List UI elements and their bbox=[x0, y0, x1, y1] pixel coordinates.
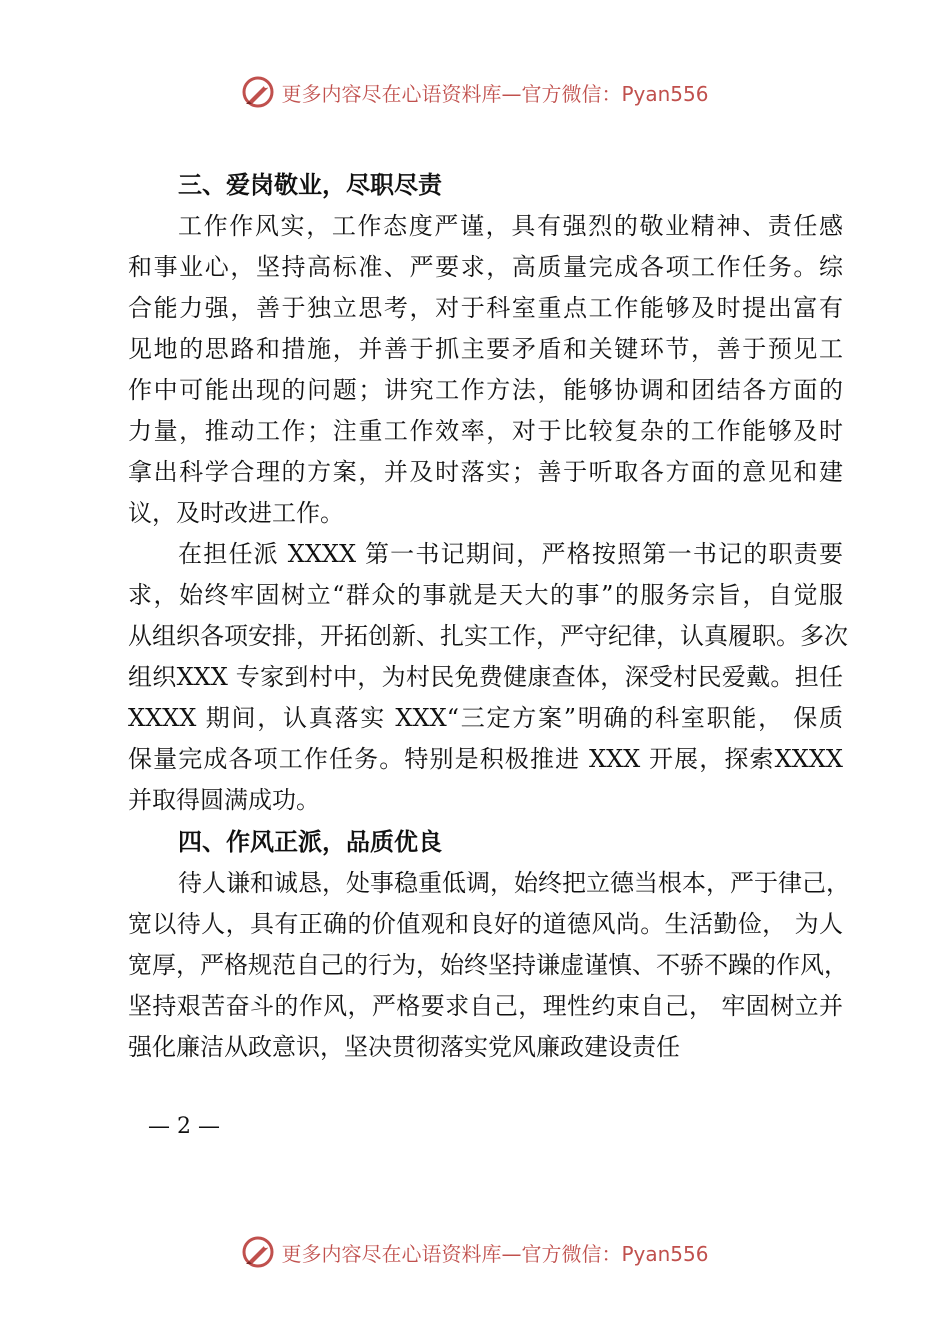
pen-seal-icon bbox=[241, 75, 275, 109]
text-line: 强化廉洁从政意识，坚决贯彻落实党风廉政建设责任 bbox=[128, 1033, 680, 1061]
document-body bbox=[128, 164, 850, 1068]
watermark-banner-top bbox=[0, 72, 950, 112]
text-line: 组织XXX 专家到村中，为村民免费健康查体，深受村民爱戴。担任 bbox=[128, 663, 843, 691]
text-line: XXXX 期间，认真落实 XXX“三定方案”明确的科室职能， 保质 bbox=[128, 704, 843, 732]
text-line: 宽以待人，具有正确的价值观和良好的道德风尚。生活勤俭， 为人 bbox=[128, 910, 843, 938]
text-line: 和事业心，坚持高标准、严要求，高质量完成各项工作任务。综 bbox=[128, 253, 843, 281]
page-number: — 2 — bbox=[148, 1114, 220, 1139]
watermark-text: 更多内容尽在心语资料库—官方微信：Pyan556 bbox=[281, 81, 709, 106]
text-line: 保量完成各项工作任务。特别是积极推进 XXX 开展，探索XXXX bbox=[128, 745, 843, 773]
paragraph bbox=[128, 206, 843, 534]
text-line: 在担任派 XXXX 第一书记期间，严格按照第一书记的职责要 bbox=[178, 540, 843, 568]
text-line: 从组织各项安排，开拓创新、扎实工作，严守纪律，认真履职。多次 bbox=[128, 622, 848, 650]
text-line: 待人谦和诚恳，处事稳重低调，始终把立德当根本，严于律己， bbox=[178, 869, 850, 897]
text-line: 坚持艰苦奋斗的作风，严格要求自己，理性约束自己， 牢固树立并 bbox=[128, 992, 843, 1020]
watermark-banner-bottom bbox=[0, 1232, 950, 1272]
text-line: 议，及时改进工作。 bbox=[128, 499, 344, 527]
text-line: 力量，推动工作；注重工作效率，对于比较复杂的工作能够及时 bbox=[128, 417, 843, 445]
text-line: 宽厚，严格规范自己的行为，始终坚持谦虚谨慎、不骄不躁的作风， bbox=[128, 951, 848, 979]
text-line: 合能力强，善于独立思考，对于科室重点工作能够及时提出富有 bbox=[128, 294, 843, 322]
text-line: 求，始终牢固树立“群众的事就是天大的事”的服务宗旨，自觉服 bbox=[128, 581, 843, 609]
paragraph bbox=[128, 534, 848, 821]
section-heading: 三、爱岗敬业，尽职尽责 bbox=[178, 171, 442, 199]
pen-seal-icon bbox=[241, 1235, 275, 1269]
section-heading: 四、作风正派，品质优良 bbox=[178, 828, 442, 856]
watermark-text: 更多内容尽在心语资料库—官方微信：Pyan556 bbox=[281, 1241, 709, 1266]
text-line: 工作作风实，工作态度严谨，具有强烈的敬业精神、责任感 bbox=[178, 212, 843, 240]
paragraph bbox=[128, 863, 850, 1068]
text-line: 见地的思路和措施，并善于抓主要矛盾和关键环节，善于预见工 bbox=[128, 335, 843, 363]
text-line: 拿出科学合理的方案，并及时落实；善于听取各方面的意见和建 bbox=[128, 458, 843, 486]
text-line: 作中可能出现的问题；讲究工作方法，能够协调和团结各方面的 bbox=[128, 376, 843, 404]
text-line: 并取得圆满成功。 bbox=[128, 786, 320, 814]
